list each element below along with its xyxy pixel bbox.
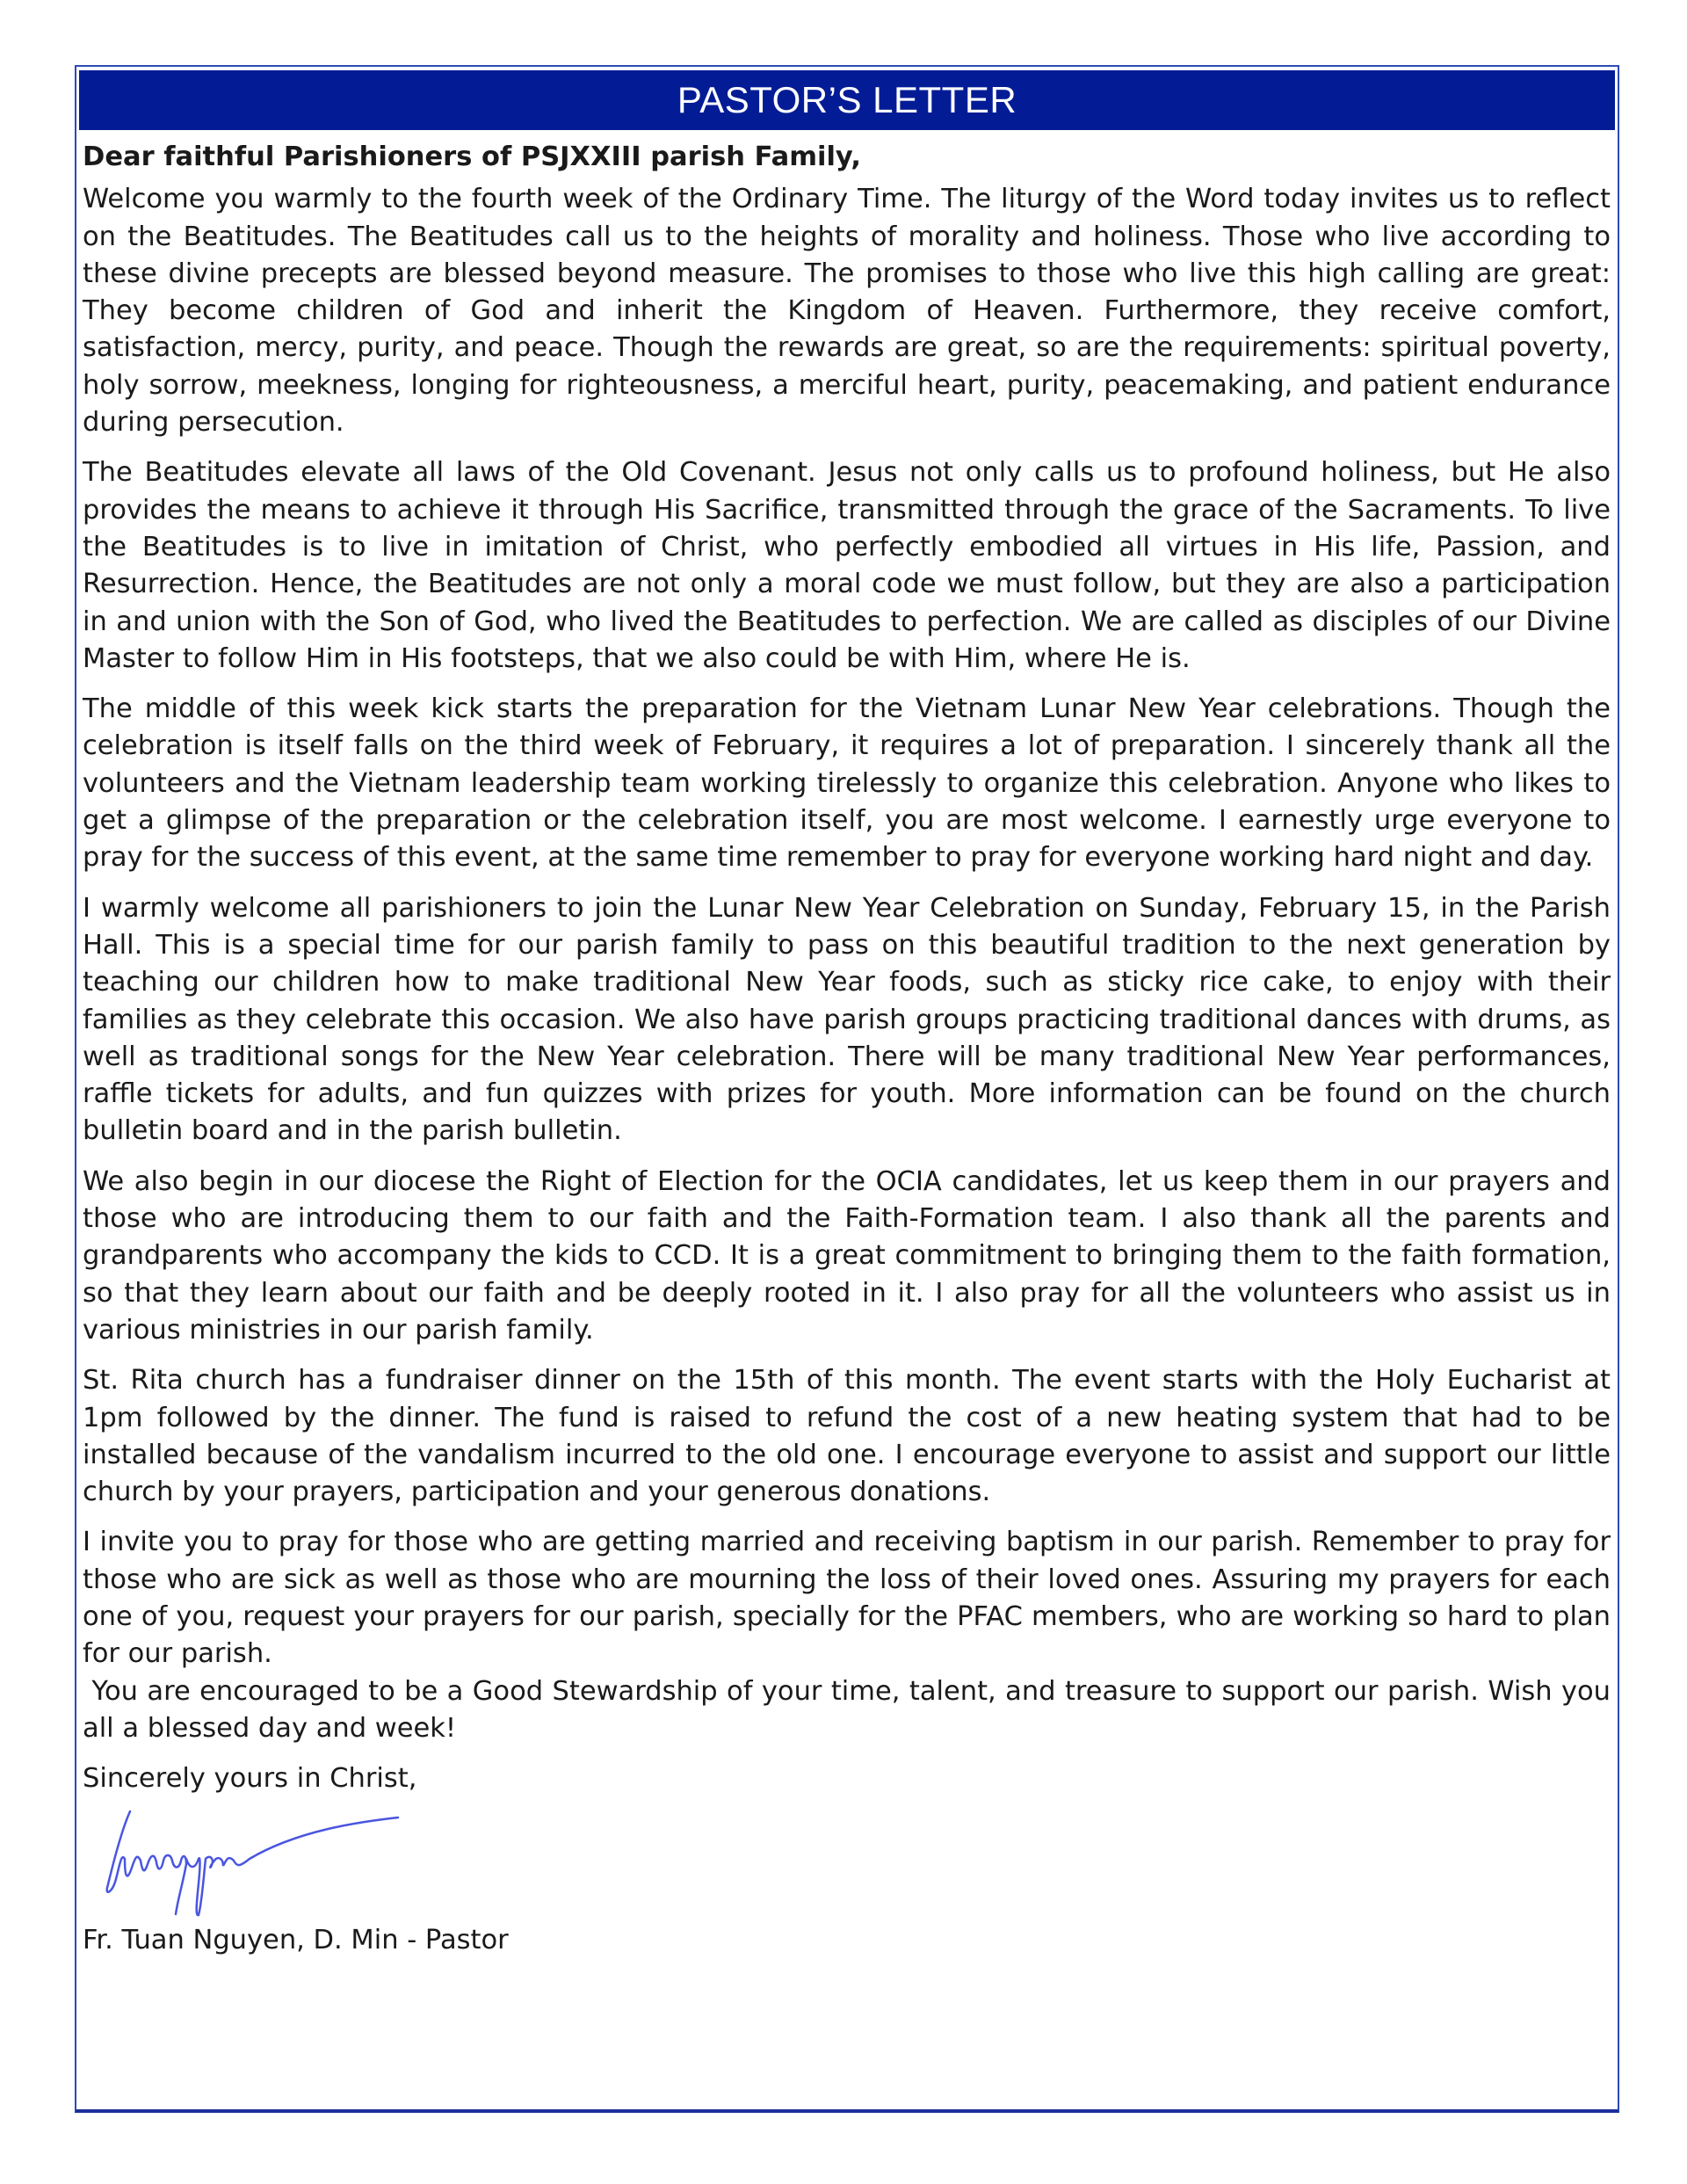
greeting: Dear faithful Parishioners of PSJXXIII parish Family, xyxy=(83,141,862,172)
closing: Sincerely yours in Christ, xyxy=(83,1763,417,1795)
paragraph: You are encouraged to be a Good Stewardship of your time, talent, and treasure to support our parish. Wish you all a blessed day and week! xyxy=(83,1675,1619,1744)
paragraph: We also begin in our diocese the Right of Election for the OCIA candidates, let us keep them in our prayers and those who are introducing them to our faith and the Faith-Formation team. I also thank all the parents and grandparents who accompany the kids to CCD. It is a great commitment to bringing them to the faith formation, so that they learn about our faith and be deeply rooted in it. I also pray for all the volunteers who assist us in various ministries in our parish family. xyxy=(83,1165,1611,1346)
letter-body xyxy=(83,139,1619,1960)
pastors-letter-panel xyxy=(75,65,1619,2113)
paragraph: The middle of this week kick starts the preparation for the Vietnam Lunar New Year celebrations. Though the celebration is itself falls on the third week of February, it requires a lot of preparation. I sincerely thank all the volunteers and the Vietnam leadership team working tirelessly to organize this celebration. Anyone who likes to get a glimpse of the preparation or the celebration itself, you are most welcome. I earnestly urge everyone to pray for the success of this event, at the same time remember to pray for everyone working hard night and day. xyxy=(83,693,1611,874)
paragraph: I invite you to pray for those who are getting married and receiving baptism in our parish. Remember to pray for those who are sick as well as those who are mourning the loss of their loved ones. Assuring my prayers for each one of you, request your prayers for our parish, specially for the PFAC members, who are working so hard to plan for our parish. xyxy=(83,1527,1611,1670)
paragraph: Welcome you warmly to the fourth week of the Ordinary Time. The liturgy of the Word today invites us to reflect on the Beatitudes. The Beatitudes call us to the heights of morality and holiness. Those who live according to these divine precepts are blessed beyond measure. The promises to those who live this high calling are great: They become children of God and inherit the Kingdom of Heaven. Furthermore, they receive comfort, satisfaction, mercy, purity, and peace. Though the rewards are great, so are the requirements: spiritual poverty, holy sorrow, meekness, longing for righteousness, a merciful heart, purity, peacemaking, and patient endurance during persecution. xyxy=(83,184,1611,439)
paragraph: St. Rita church has a fundraiser dinner on the 15th of this month. The event starts with the Holy Eucharist at 1pm followed by the dinner. The fund is raised to refund the cost of a new heating system that had to be installed because of the vandalism incurred to the old one. I encourage everyone to assist and support our little church by your prayers, participation and your generous donations. xyxy=(83,1365,1611,1508)
signature xyxy=(95,1804,481,1919)
signatory-name: Fr. Tuan Nguyen, D. Min - Pastor xyxy=(83,1925,509,1956)
section-title: PASTOR’S LETTER xyxy=(79,70,1615,130)
paragraph: I warmly welcome all parishioners to join the Lunar New Year Celebration on Sunday, February 15, in the Parish Hall. This is a special time for our parish family to pass on this beautiful tradition to the next generation by teaching our children how to make traditional New Year foods, such as sticky rice cake, to enjoy with their families as they celebrate this occasion. We also have parish groups practicing traditional dances with drums, as well as traditional songs for the New Year celebration. There will be many traditional New Year performances, raffle tickets for adults, and fun quizzes with prizes for youth. More information can be found on the church bulletin board and in the parish bulletin. xyxy=(83,892,1611,1147)
paragraph: The Beatitudes elevate all laws of the Old Covenant. Jesus not only calls us to profound holiness, but He also provides the means to achieve it through His Sacrifice, transmitted through the grace of the Sacraments. To live the Beatitudes is to live in imitation of Christ, who perfectly embodied all virtues in His life, Passion, and Resurrection. Hence, the Beatitudes are not only a moral code we must follow, but they are also a participation in and union with the Son of God, who lived the Beatitudes to perfection. We are called as disciples of our Divine Master to follow Him in His footsteps, that we also could be with Him, where He is. xyxy=(83,457,1611,674)
